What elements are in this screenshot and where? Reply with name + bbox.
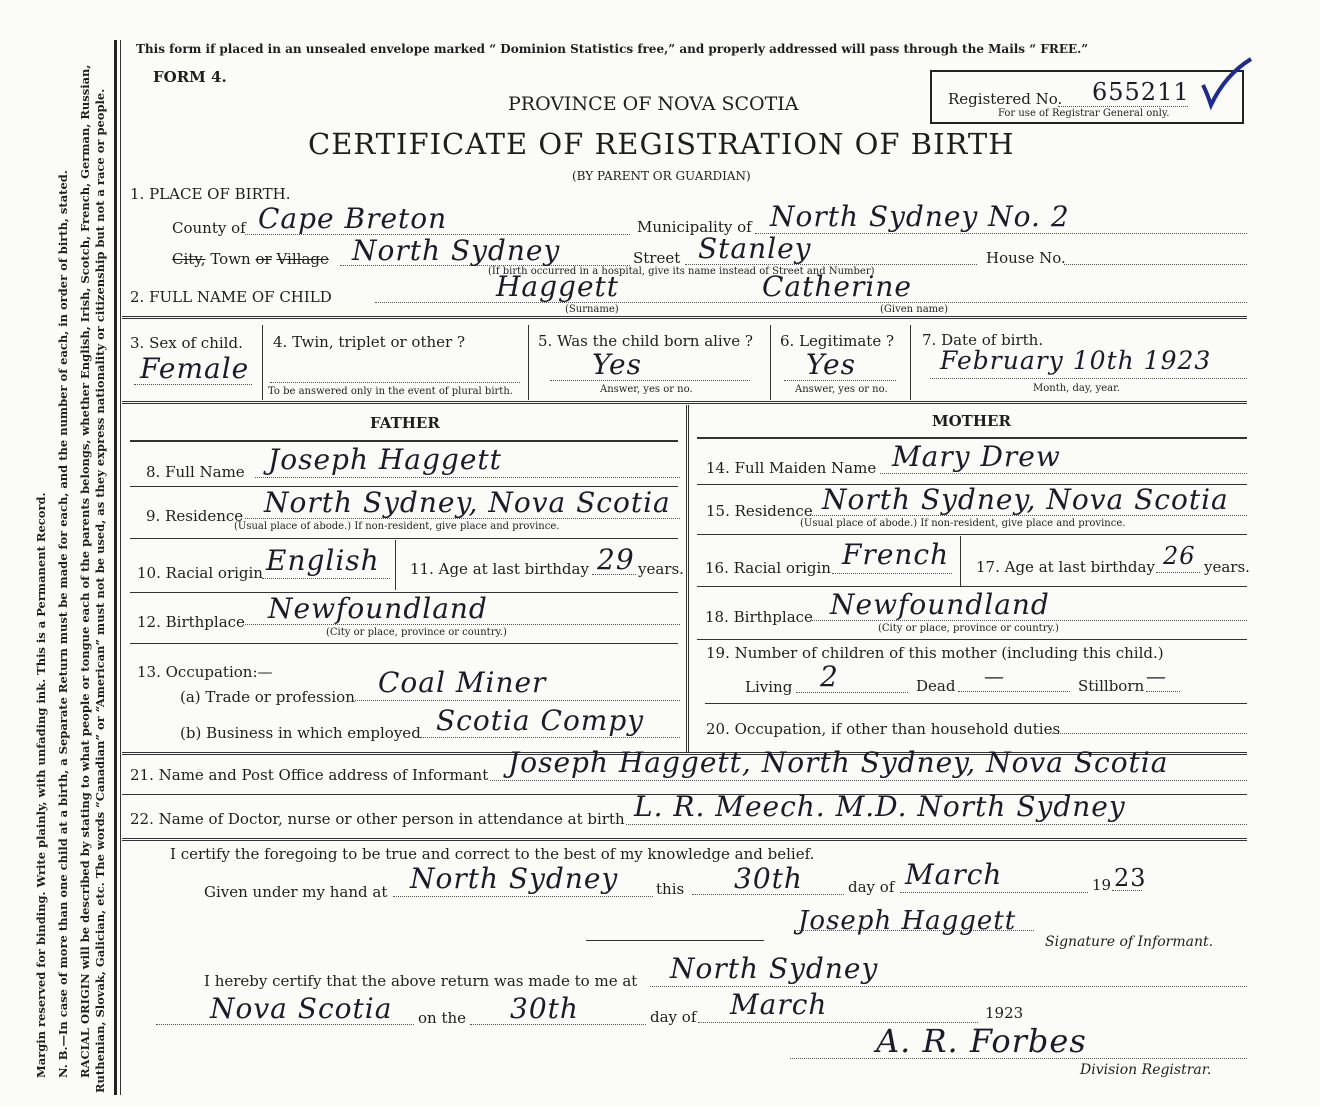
margin-rule	[114, 40, 117, 1095]
county-label: County of	[172, 219, 246, 237]
trade-label: (a) Trade or profession	[180, 688, 355, 706]
mother-birthplace-note: (City or place, province or country.)	[878, 623, 1059, 634]
municipality-label: Municipality of	[637, 218, 752, 236]
twin-note: To be answered only in the event of plural birth.	[268, 386, 513, 397]
living-label: Living	[745, 678, 793, 696]
checkmark-icon	[1195, 55, 1255, 115]
margin-note-4: Ruthenian, Slovak, Galician, etc. The words “Canadian” or “American” must not be used, as they express nationality or citizenship but not a race or people.	[93, 88, 107, 1093]
father-name-label: 8. Full Name	[146, 463, 245, 481]
registrar-month: March	[730, 988, 828, 1021]
children-label: 19. Number of children of this mother (including this child.)	[706, 644, 1164, 662]
twin-label: 4. Twin, triplet or other ?	[273, 333, 465, 351]
father-years: years.	[638, 560, 684, 578]
informant-signature-label: Signature of Informant.	[1045, 934, 1214, 950]
dead-value: —	[984, 664, 1005, 688]
alive-value: Yes	[592, 348, 642, 381]
city-struck: City,	[172, 250, 206, 268]
cert-statement: I certify the foregoing to be true and correct to the best of my knowledge and belief.	[170, 845, 815, 863]
registrar-place-2: Nova Scotia	[210, 992, 393, 1025]
child-given-name: Catherine	[762, 270, 912, 303]
business-label: (b) Business in which employed	[180, 724, 421, 742]
mother-residence-note: (Usual place of abode.) If non-resident, give place and province.	[800, 518, 1126, 529]
town-label: Town	[210, 250, 251, 268]
mother-age-label: 17. Age at last birthday	[976, 558, 1155, 576]
registrar-on-label: on the	[418, 1009, 467, 1027]
registrar-signature-label: Division Registrar.	[1080, 1062, 1212, 1078]
cert-day-of-label: day of	[848, 878, 895, 896]
county-value: Cape Breton	[258, 202, 448, 235]
mother-occupation-label: 20. Occupation, if other than household duties	[706, 720, 1061, 738]
trade-value: Coal Miner	[378, 666, 547, 699]
margin-note-2: N. B.—In case of more than one child at a birth, a Separate Return must be made for each, and the number of each, in order of birth, stated.	[56, 170, 70, 1078]
cert-month: March	[905, 858, 1003, 891]
registrar-note: For use of Registrar General only.	[998, 108, 1170, 119]
registered-number: 655211	[1092, 78, 1190, 106]
place-heading: 1. PLACE OF BIRTH.	[130, 185, 291, 203]
cert-year-suffix: 23	[1114, 864, 1147, 892]
town-label-group	[172, 250, 329, 268]
alive-note: Answer, yes or no.	[600, 384, 693, 395]
municipality-value: North Sydney No. 2	[770, 200, 1070, 233]
or-struck: or	[255, 250, 272, 268]
dob-note: Month, day, year.	[1033, 383, 1120, 394]
sex-value: Female	[140, 352, 250, 385]
mother-name: Mary Drew	[892, 440, 1061, 473]
living-value: 2	[820, 660, 839, 693]
informant-label: 21. Name and Post Office address of Informant	[130, 766, 489, 784]
page-title: CERTIFICATE OF REGISTRATION OF BIRTH	[308, 127, 1015, 161]
registrar-statement: I hereby certify that the above return was made to me at	[204, 972, 638, 990]
registered-label: Registered No.	[948, 90, 1063, 108]
father-birthplace: Newfoundland	[268, 592, 488, 625]
dob-label: 7. Date of birth.	[922, 331, 1044, 349]
mother-name-label: 14. Full Maiden Name	[706, 459, 877, 477]
house-label: House No.	[986, 249, 1066, 267]
doctor-label: 22. Name of Doctor, nurse or other person in attendance at birth	[130, 810, 625, 828]
father-race: English	[266, 544, 380, 577]
this-label: this	[656, 880, 685, 898]
alive-label: 5. Was the child born alive ?	[538, 332, 753, 350]
legit-note: Answer, yes or no.	[795, 384, 888, 395]
street-label: Street	[633, 249, 681, 267]
child-surname: Haggett	[496, 270, 620, 303]
registrar-day-of-label: day of	[650, 1008, 697, 1026]
father-occupation-label: 13. Occupation:—	[137, 663, 273, 681]
given-place: North Sydney	[410, 862, 619, 895]
mother-years: years.	[1204, 558, 1250, 576]
father-birthplace-note: (City or place, province or country.)	[326, 627, 507, 638]
cert-year-prefix: 19	[1092, 876, 1112, 894]
mother-residence: North Sydney, Nova Scotia	[822, 483, 1229, 516]
given-label: Given under my hand at	[204, 883, 388, 901]
registrar-year: 1923	[985, 1004, 1024, 1022]
father-birthplace-label: 12. Birthplace	[137, 613, 245, 631]
margin-rule-inner	[120, 40, 121, 1095]
province-title: PROVINCE OF NOVA SCOTIA	[508, 93, 799, 115]
legit-label: 6. Legitimate ?	[780, 332, 895, 350]
form-number: FORM 4.	[153, 68, 227, 86]
legit-value: Yes	[806, 348, 856, 381]
hospital-note: (If birth occurred in a hospital, give its name instead of Street and Number)	[488, 266, 875, 277]
mother-heading: MOTHER	[932, 412, 1011, 430]
mother-residence-label: 15. Residence	[706, 502, 813, 520]
village-struck: Village	[276, 250, 329, 268]
mother-birthplace-label: 18. Birthplace	[705, 608, 813, 626]
dob-value: February 10th 1923	[940, 346, 1212, 375]
father-residence-label: 9. Residence	[146, 507, 244, 525]
father-age-label: 11. Age at last birthday	[410, 560, 589, 578]
father-name: Joseph Haggett	[268, 443, 502, 476]
father-race-label: 10. Racial origin	[137, 564, 263, 582]
father-residence-note: (Usual place of abode.) If non-resident, give place and province.	[234, 521, 560, 532]
town-value: North Sydney	[352, 234, 561, 267]
child-name-label: 2. FULL NAME OF CHILD	[130, 288, 332, 306]
mother-race: French	[842, 538, 950, 571]
mail-note: This form if placed in an unsealed envelope marked “ Dominion Statistics free,” and properly addressed will pass through the Mails “ FREE.”	[136, 42, 1089, 56]
page-subtitle: (BY PARENT OR GUARDIAN)	[572, 169, 751, 183]
father-heading: FATHER	[370, 414, 440, 432]
mother-birthplace: Newfoundland	[830, 588, 1050, 621]
cert-day: 30th	[734, 862, 803, 895]
sex-label: 3. Sex of child.	[130, 334, 243, 352]
father-residence: North Sydney, Nova Scotia	[264, 486, 671, 519]
informant-signature: Joseph Haggett	[798, 906, 1017, 936]
mother-race-label: 16. Racial origin	[705, 559, 831, 577]
registrar-place: North Sydney	[670, 952, 879, 985]
business-value: Scotia Compy	[436, 704, 645, 737]
dead-label: Dead	[916, 677, 956, 695]
registrar-signature: A. R. Forbes	[876, 1022, 1087, 1060]
informant-value: Joseph Haggett, North Sydney, Nova Scotia	[508, 746, 1169, 779]
given-note: (Given name)	[880, 304, 948, 315]
margin-note-3: RACIAL ORIGIN will be described by stating to what people or tongue each of the parents belongs, whether English, Irish, Scotch, French, German, Russian,	[78, 64, 92, 1078]
surname-note: (Surname)	[565, 304, 619, 315]
stillborn-value: —	[1146, 664, 1167, 688]
doctor-value: L. R. Meech. M.D. North Sydney	[634, 790, 1126, 823]
father-age: 29	[597, 543, 635, 576]
stillborn-label: Stillborn	[1078, 677, 1145, 695]
registrar-day: 30th	[510, 992, 579, 1025]
mother-age: 26	[1163, 542, 1196, 570]
street-value: Stanley	[698, 232, 812, 265]
margin-note-1: Margin reserved for binding. Write plainly, with unfading ink. This is a Permanent Record.	[34, 492, 48, 1078]
